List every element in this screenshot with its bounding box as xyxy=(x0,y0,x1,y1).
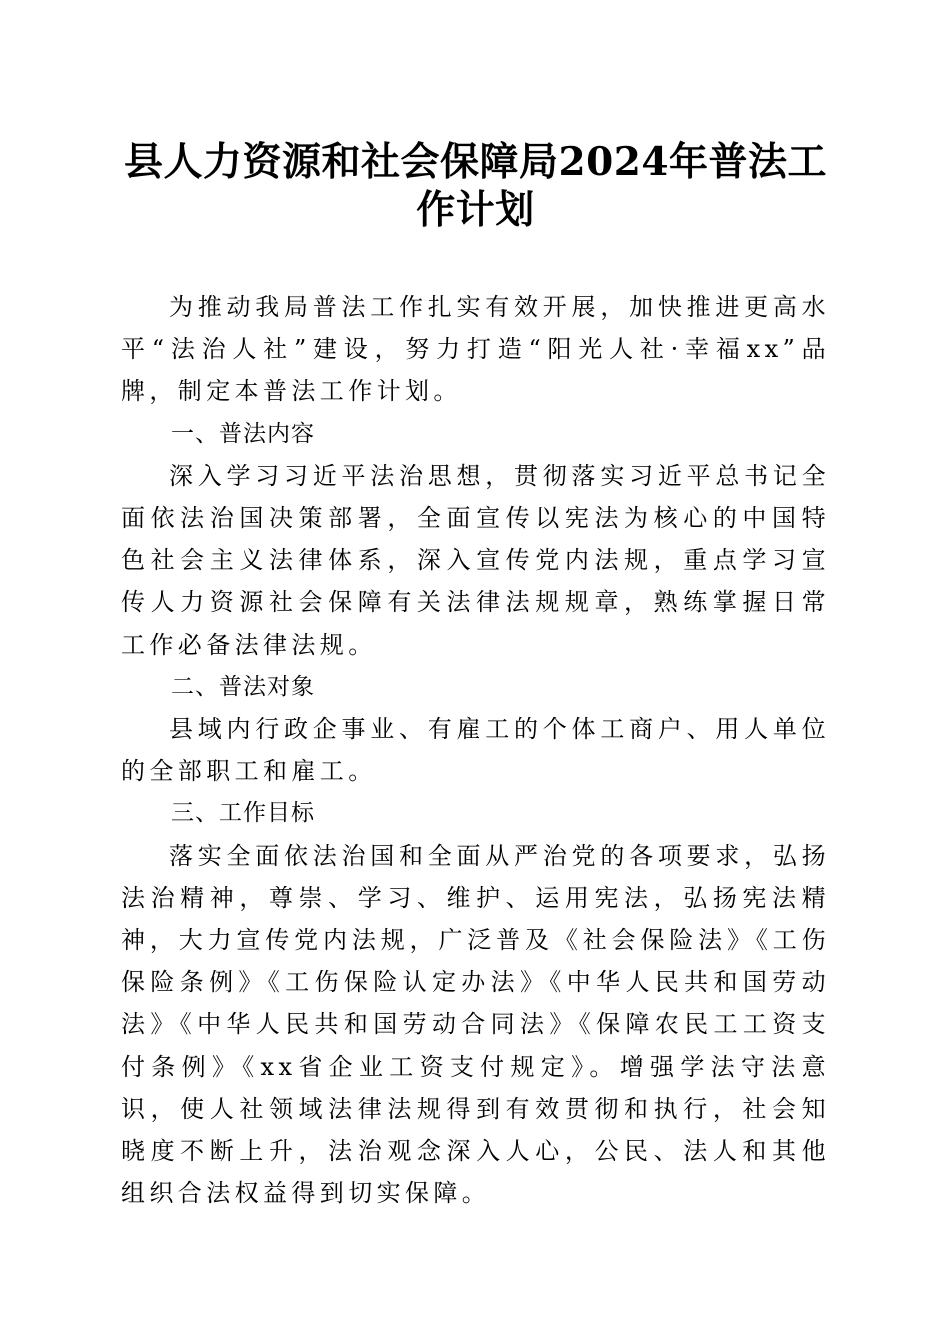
section-text-content: 深入学习习近平法治思想，贯彻落实习近平总书记全面依法治国决策部署，全面宣传以宪法为核心的中国特色社会主义法律体系，深入宣传党内法规，重点学习宣传人力资源社会保障有关法律法规规章，熟练掌握日常工作必备法律法规。 xyxy=(121,461,830,659)
document-body xyxy=(121,286,830,1214)
document-title: 县人力资源和社会保障局2024年普法工作计划 xyxy=(123,139,828,233)
section-heading-audience: 二、普法对象 xyxy=(171,673,315,700)
intro-paragraph: 为推动我局普法工作扎实有效开展，加快推进更高水平“法治人社”建设，努力打造“阳光人社·幸福xx”品牌，制定本普法工作计划。 xyxy=(121,293,830,406)
section-text-audience: 县域内行政企事业、有雇工的个体工商户、用人单位的全部职工和雇工。 xyxy=(121,715,830,786)
section-text-goals: 落实全面依法治国和全面从严治党的各项要求，弘扬法治精神，尊崇、学习、维护、运用宪法，弘扬宪法精神，大力宣传党内法规，广泛普及《社会保险法》《工伤保险条例》《工伤保险认定办法》《中华人民共和国劳动法》《中华人民共和国劳动合同法》《保障农民工工资支付条例》《xx省企业工资支付规定》。增强学法守法意识，使人社领域法律法规得到有效贯彻和执行，社会知晓度不断上升，法治观念深入人心，公民、法人和其他组织合法权益得到切实保障。 xyxy=(121,841,830,1208)
section-heading-goals: 三、工作目标 xyxy=(171,800,315,827)
section-heading-content: 一、普法内容 xyxy=(171,420,315,447)
